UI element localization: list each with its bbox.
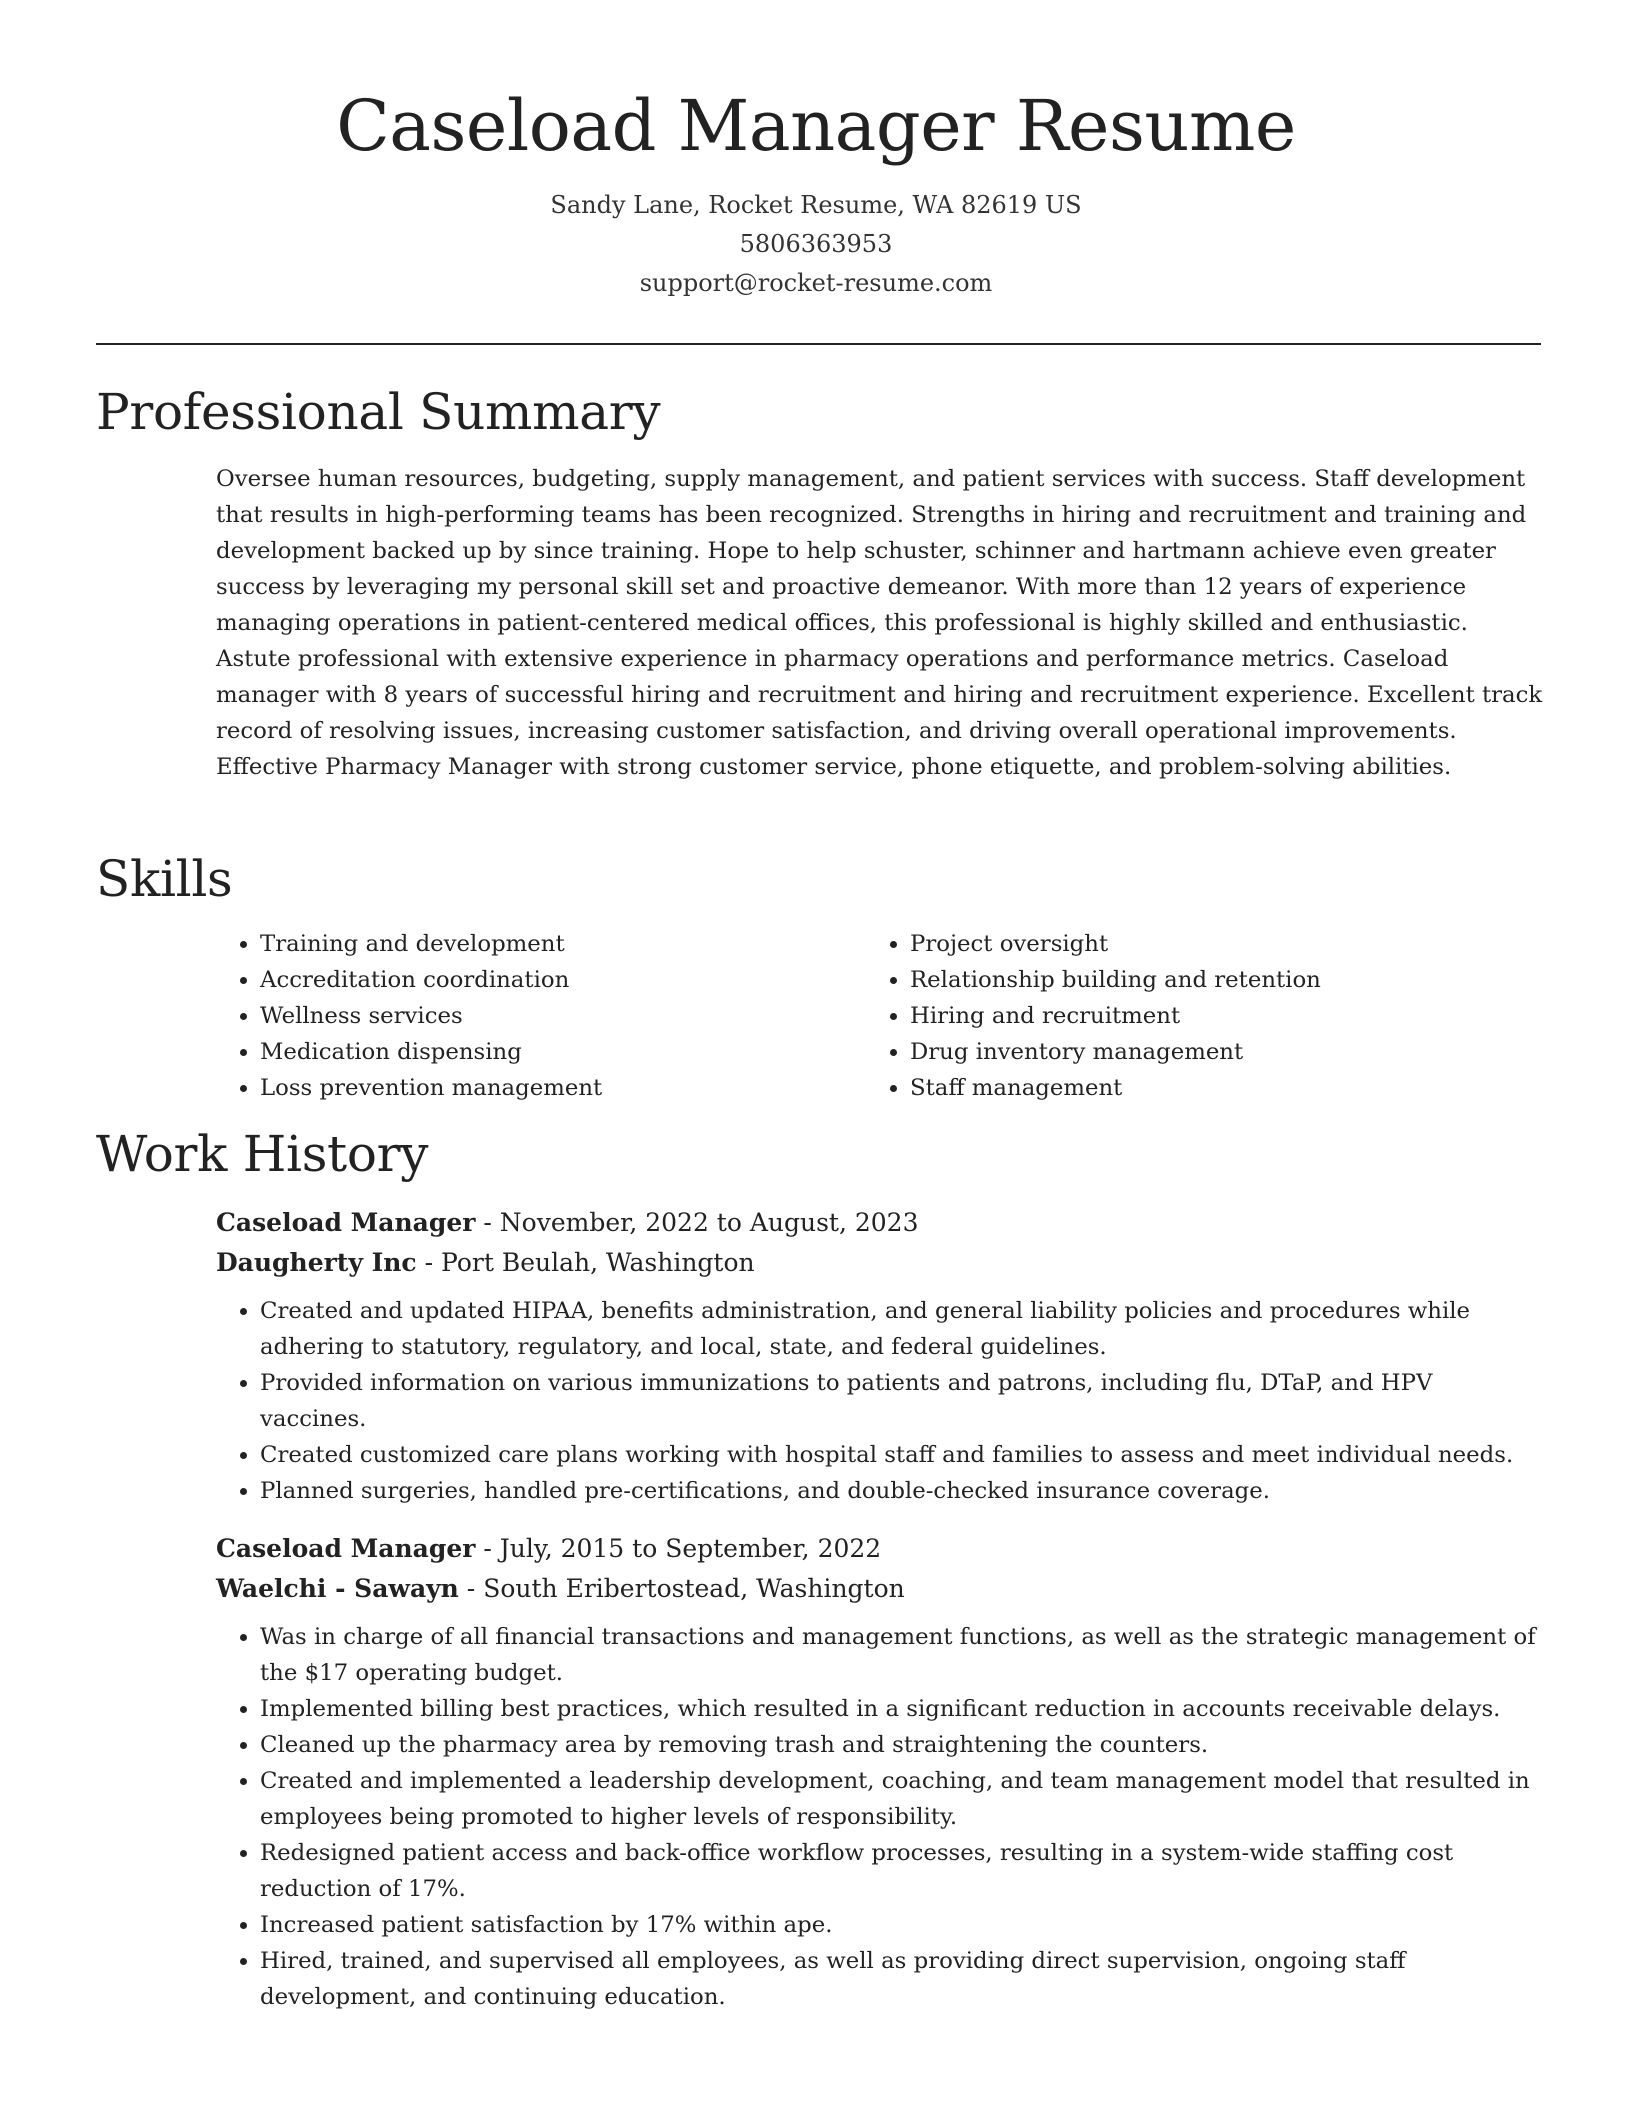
summary-heading: Professional Summary	[96, 383, 661, 441]
contact-phone: 5806363953	[739, 230, 893, 258]
skill-item: • Training and development	[260, 926, 866, 962]
job-bullet: • Redesigned patient access and back-office workflow processes, resulting in a system-wide staffing cost reduction of 17%.	[260, 1835, 1546, 1907]
skills-list-right	[866, 926, 1546, 1106]
summary-section	[216, 461, 1546, 785]
job-company-line	[216, 1243, 1546, 1283]
job-dates: - July, 2015 to September, 2022	[475, 1534, 882, 1563]
job-bullet: • Cleaned up the pharmacy area by removing trash and straightening the counters.	[260, 1727, 1546, 1763]
job-dates: - November, 2022 to August, 2023	[475, 1208, 919, 1237]
job-location: - Port Beulah, Washington	[416, 1248, 755, 1277]
job-bullet: • Created customized care plans working with hospital staff and families to assess and meet individual needs.	[260, 1437, 1546, 1473]
work-history-section	[216, 1203, 1546, 2035]
job-role: Caseload Manager	[216, 1208, 476, 1237]
job-bullet: • Hired, trained, and supervised all employees, as well as providing direct supervision, ongoing staff development, and continuing education.	[260, 1943, 1546, 2015]
skill-item: • Hiring and recruitment	[910, 998, 1546, 1034]
skill-item: • Accreditation coordination	[260, 962, 866, 998]
resume-title: Caseload Manager Resume	[336, 85, 1296, 167]
job-bullet: • Was in charge of all financial transactions and management functions, as well as the strategic management of the $17 operating budget.	[260, 1619, 1546, 1691]
skill-item: • Loss prevention management	[260, 1070, 866, 1106]
summary-text: Oversee human resources, budgeting, supply management, and patient services with success. Staff development that results in high-performing teams has been recognized. Strengths in hiring and recruitment and training and development backed up by since training. Hope to help schuster, schinner and hartmann achieve even greater success by leveraging my personal skill set and proactive demeanor. With more than 12 years of experience managing operations in patient-centered medical offices, this professional is highly skilled and enthusiastic. Astute professional with extensive experience in pharmacy operations and performance metrics. Caseload manager with 8 years of successful hiring and recruitment and hiring and recruitment experience. Excellent track record of resolving issues, increasing customer satisfaction, and driving overall operational improvements. Effective Pharmacy Manager with strong customer service, phone etiquette, and problem-solving abilities.	[216, 466, 1543, 780]
job-company: Daugherty Inc	[216, 1248, 417, 1277]
job-bullet: • Created and implemented a leadership development, coaching, and team management model that resulted in employees being promoted to higher levels of responsibility.	[260, 1763, 1546, 1835]
skills-list-left	[216, 926, 866, 1106]
resume-header	[0, 0, 1632, 303]
job-entry	[216, 1203, 1546, 1509]
skill-item: • Staff management	[910, 1070, 1546, 1106]
skills-heading: Skills	[96, 850, 233, 908]
skill-item: • Drug inventory management	[910, 1034, 1546, 1070]
contact-address: Sandy Lane, Rocket Resume, WA 82619 US	[550, 191, 1082, 219]
job-bullet: • Increased patient satisfaction by 17% within ape.	[260, 1907, 1546, 1943]
job-bullet: • Planned surgeries, handled pre-certifications, and double-checked insurance coverage.	[260, 1473, 1546, 1509]
skill-item: • Wellness services	[260, 998, 866, 1034]
skill-item: • Medication dispensing	[260, 1034, 866, 1070]
job-title-line	[216, 1203, 1546, 1243]
job-company: Waelchi - Sawayn	[216, 1574, 459, 1603]
skills-grid	[216, 926, 1546, 1106]
job-bullets	[216, 1619, 1546, 2015]
skill-item: • Relationship building and retention	[910, 962, 1546, 998]
job-role: Caseload Manager	[216, 1534, 476, 1563]
job-bullet: • Implemented billing best practices, which resulted in a significant reduction in accounts receivable delays.	[260, 1691, 1546, 1727]
contact-email: support@rocket-resume.com	[639, 269, 993, 297]
skills-section	[216, 926, 1546, 1106]
job-bullet: • Created and updated HIPAA, benefits administration, and general liability policies and procedures while adhering to statutory, regulatory, and local, state, and federal guidelines.	[260, 1293, 1546, 1365]
contact-info	[0, 186, 1632, 303]
header-divider	[96, 343, 1541, 345]
job-location: - South Eribertostead, Washington	[458, 1574, 905, 1603]
job-title-line	[216, 1529, 1546, 1569]
work-history-heading: Work History	[96, 1125, 429, 1183]
job-bullets	[216, 1293, 1546, 1509]
job-bullet: • Provided information on various immunizations to patients and patrons, including flu, DTaP, and HPV vaccines.	[260, 1365, 1546, 1437]
job-company-line	[216, 1569, 1546, 1609]
skill-item: • Project oversight	[910, 926, 1546, 962]
job-entry	[216, 1529, 1546, 2015]
